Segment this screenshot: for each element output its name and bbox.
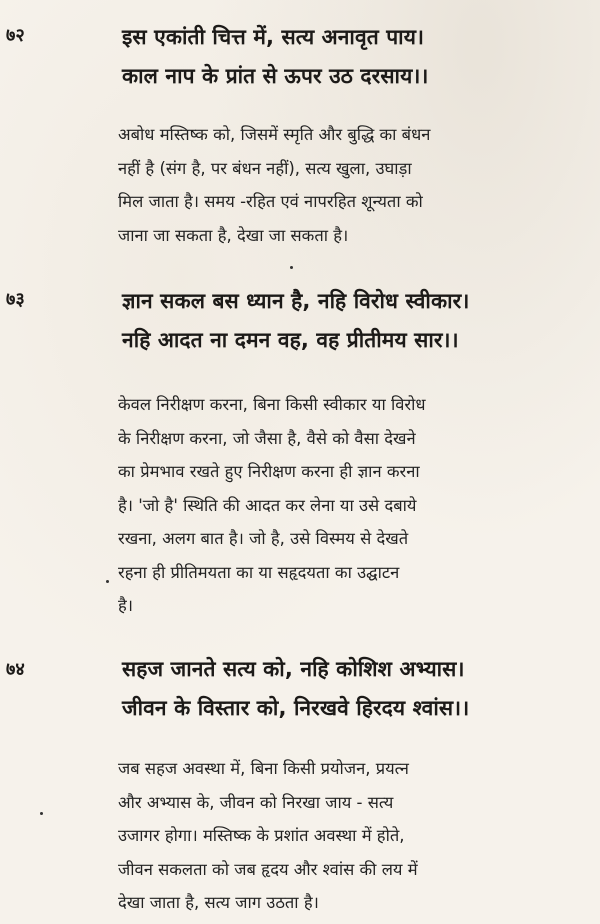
commentary-line: जब सहज अवस्था में, बिना किसी प्रयोजन, प्रयत्न — [118, 759, 409, 778]
verse-number: ७४ — [6, 659, 25, 680]
commentary-paragraph — [118, 118, 580, 252]
commentary-line: अबोध मस्तिष्क को, जिसमें स्मृति और बुद्धि का बंधन — [118, 125, 431, 144]
commentary-line: केवल निरीक्षण करना, बिना किसी स्वीकार या विरोध — [118, 395, 426, 414]
commentary-line: और अभ्यास के, जीवन को निरखा जाय - सत्य — [118, 792, 394, 812]
couplet — [122, 650, 592, 728]
verse-number: ७२ — [6, 25, 25, 46]
commentary-line: जाना जा सकता है, देखा जा सकता है। — [118, 225, 349, 245]
commentary-paragraph — [118, 388, 580, 623]
commentary-line: के निरीक्षण करना, जो जैसा है, वैसे को वैसा देखने — [118, 428, 416, 448]
print-speck — [106, 580, 109, 583]
commentary-line: मिल जाता है। समय -रहित एवं नापरहित शून्यता को — [118, 192, 423, 211]
commentary-line: है। — [118, 596, 134, 615]
commentary-line: है। 'जो है' स्थिति की आदत कर लेना या उसे दबाये — [118, 495, 417, 515]
print-speck — [40, 812, 43, 815]
couplet-line-2: जीवन के विस्तार को, निरखवे हिरदय श्वांस।। — [122, 696, 470, 720]
commentary-line: देखा जाता है, सत्य जाग उठता है। — [118, 893, 319, 912]
commentary-line: उजागर होगा। मस्तिष्क के प्रशांत अवस्था में होते, — [118, 826, 405, 845]
commentary-line: नहीं है (संग है, पर बंधन नहीं), सत्य खुला, उघाड़ा — [118, 158, 412, 178]
couplet — [122, 282, 592, 360]
print-speck — [290, 266, 293, 269]
commentary-paragraph — [118, 752, 580, 920]
commentary-line: जीवन सकलता को जब हृदय और श्वांस की लय में — [118, 859, 418, 879]
commentary-line: का प्रेमभाव रखते हुए निरीक्षण करना ही ज्ञान करना — [118, 462, 420, 481]
commentary-line: रहना ही प्रीतिमयता का या सहृदयता का उद्घाटन — [118, 562, 400, 582]
couplet — [122, 18, 592, 96]
couplet-line-1: ज्ञान सकल बस ध्यान है, नहि विरोध स्वीकार। — [122, 289, 470, 313]
commentary-line: रखना, अलग बात है। जो है, उसे विस्मय से देखते — [118, 529, 409, 548]
couplet-line-1: सहज जानते सत्य को, नहि कोशिश अभ्यास। — [122, 657, 465, 681]
verse-number: ७३ — [6, 289, 25, 310]
couplet-line-2: नहि आदत ना दमन वह, वह प्रीतीमय सार।। — [122, 328, 459, 352]
couplet-line-2: काल नाप के प्रांत से ऊपर उठ दरसाय।। — [122, 64, 429, 88]
couplet-line-1: इस एकांती चित्त में, सत्य अनावृत पाय। — [122, 25, 425, 49]
